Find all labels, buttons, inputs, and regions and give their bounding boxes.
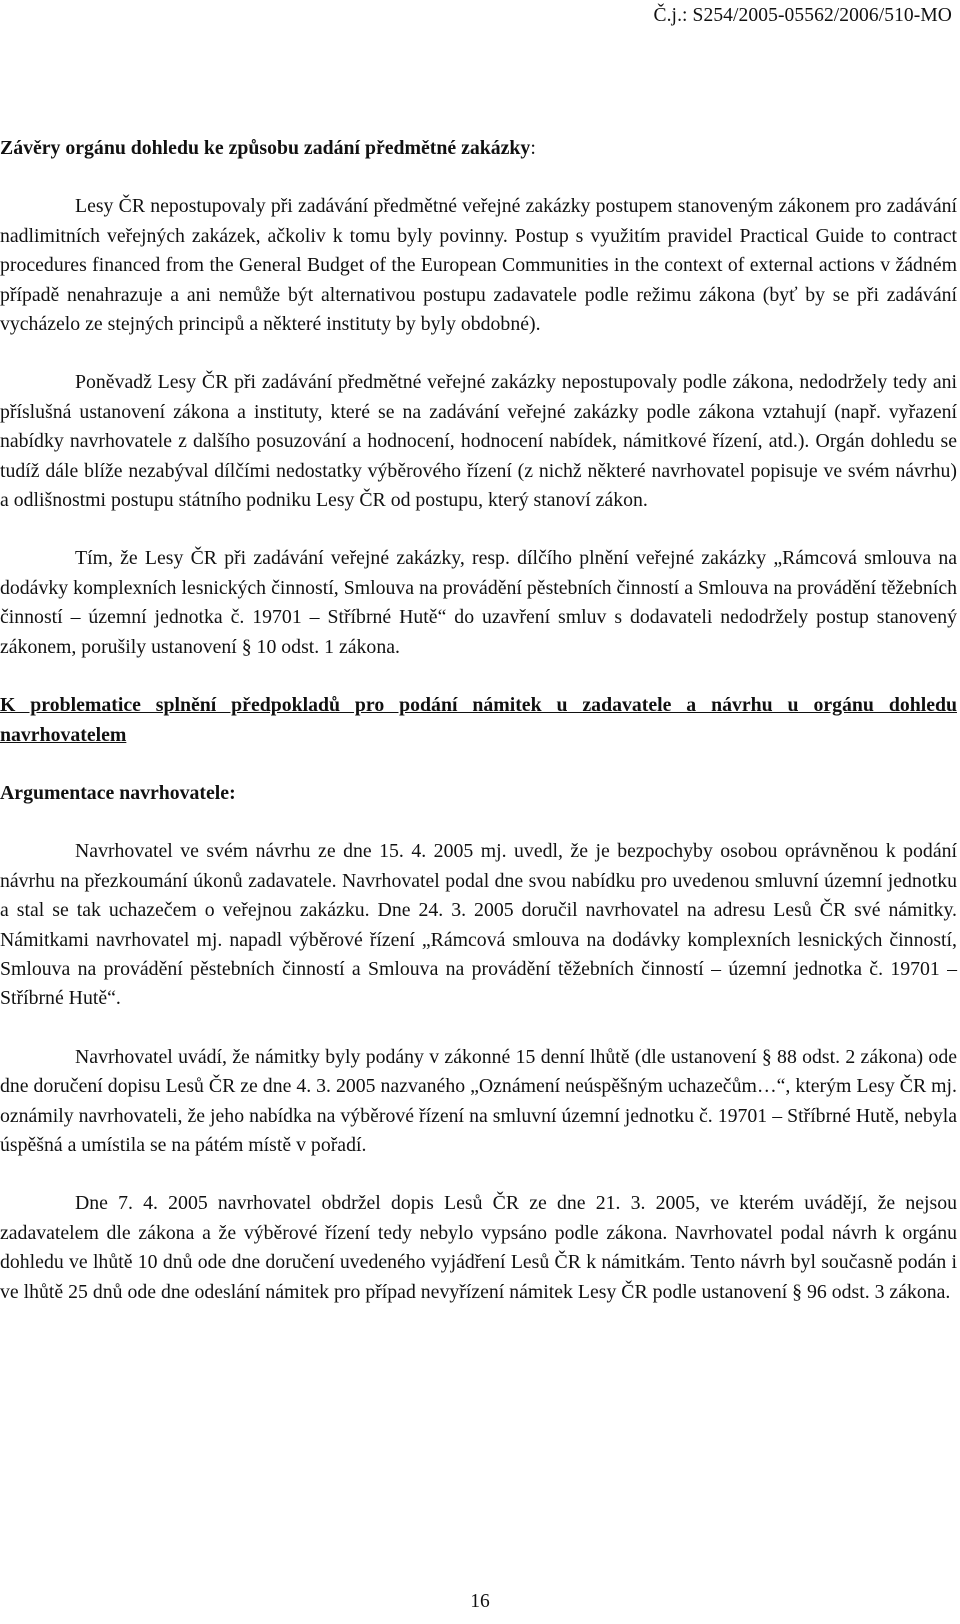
conclusion-heading-text: Závěry orgánu dohledu ke způsobu zadání předmětné zakázky <box>0 137 531 159</box>
paragraph-2: Poněvadž Lesy ČR při zadávání předmětné veřejné zakázky nepostupovaly podle zákona, nedodržely tedy ani příslušná ustanovení zákona a instituty, které se na zadávání veřejné zakázky podle zákona vztahují (např. vyřazení nabídky navrhovatele z dalšího posuzování a hodnocení, hodnocení nabídek, námitkové řízení, atd.). Orgán dohledu se tudíž dále blíže nezabýval dílčími nedostatky výběrového řízení (z nichž některé navrhovatel popisuje ve svém návrhu) a odlišnostmi postupu státního podniku Lesy ČR od postupu, který stanoví zákon. <box>0 371 957 512</box>
reference-number: Č.j.: S254/2005-05562/2006/510-MO <box>653 5 952 26</box>
conclusion-heading-colon: : <box>530 137 536 159</box>
paragraph-6: Dne 7. 4. 2005 navrhovatel obdržel dopis Lesů ČR ze dne 21. 3. 2005, ve kterém uvádějí, že nejsou zadavatelem dle zákona a že výběrové řízení tedy nebylo vypsáno podle zákona. Navrhovatel podal návrh k orgánu dohledu ve lhůtě 10 dnů ode dne doručení uvedeného vyjádření Lesů ČR k námitkám. Tento návrh byl současně podán i ve lhůtě 25 dnů ode dne odeslání námitek pro případ nevyřízení námitek Lesy ČR podle ustanovení § 96 odst. 3 zákona. <box>0 1192 957 1303</box>
paragraph-1: Lesy ČR nepostupovaly při zadávání předmětné veřejné zakázky postupem stanoveným zákonem pro zadávání nadlimitních veřejných zakázek, ačkoliv k tomu byly povinny. Postup s využitím pravidel Practical Guide to contract procedures financed from the General Budget of the European Communities in the context of external actions v žádném případě nenahrazuje a ani nemůže být alternativou postupu zadavatele podle režimu zákona (byť by se při zadávání vycházelo ze stejných principů a některé instituty by byly obdobné). <box>0 195 957 336</box>
problem-heading: K problematice splnění předpokladů pro podání námitek u zadavatele a návrhu u orgánu dohledu navrhovatelem <box>0 694 957 746</box>
paragraph-5: Navrhovatel uvádí, že námitky byly podány v zákonné 15 denní lhůtě (dle ustanovení § 88 odst. 2 zákona) ode dne doručení dopisu Lesů ČR ze dne 4. 3. 2005 nazvaného „Oznámení neúspěšným uchazečům…“, kterým Lesy ČR mj. oznámily navrhovateli, že jeho nabídka na výběrové řízení na smluvní územní jednotku č. 19701 – Stříbrné Hutě, nebyla úspěšná a umístila se na pátém místě v pořadí. <box>0 1045 957 1156</box>
paragraph-3: Tím, že Lesy ČR při zadávání veřejné zakázky, resp. dílčího plnění veřejné zakázky „Rámcová smlouva na dodávky komplexních lesnických činností, Smlouva na provádění pěstebních činností a Smlouva na provádění těžebních činností – územní jednotka č. 19701 – Stříbrné Hutě“ do uzavření smluv s dodavateli nedodržely postup stanovený zákonem, porušily ustanovení § 10 odst. 1 zákona. <box>0 547 957 658</box>
argument-heading: Argumentace navrhovatele: <box>0 781 236 804</box>
page-number: 16 <box>470 1591 490 1612</box>
conclusion-heading <box>0 134 957 163</box>
document-body <box>0 134 957 1307</box>
paragraph-4: Navrhovatel ve svém návrhu ze dne 15. 4. 2005 mj. uvedl, že je bezpochyby osobou oprávněnou k podání návrhu na přezkoumání úkonů zadavatele. Navrhovatel podal dne svou nabídku pro uvedenou smluvní územní jednotku a stal se tak uchazečem o veřejnou zakázku. Dne 24. 3. 2005 doručil navrhovatel na adresu Lesů ČR své námitky. Námitkami navrhovatel mj. napadl výběrové řízení „Rámcová smlouva na dodávky komplexních lesnických činností, Smlouva na provádění pěstebních činností a Smlouva na provádění těžebních činností – územní jednotka č. 19701 – Stříbrné Hutě“. <box>0 840 957 1010</box>
